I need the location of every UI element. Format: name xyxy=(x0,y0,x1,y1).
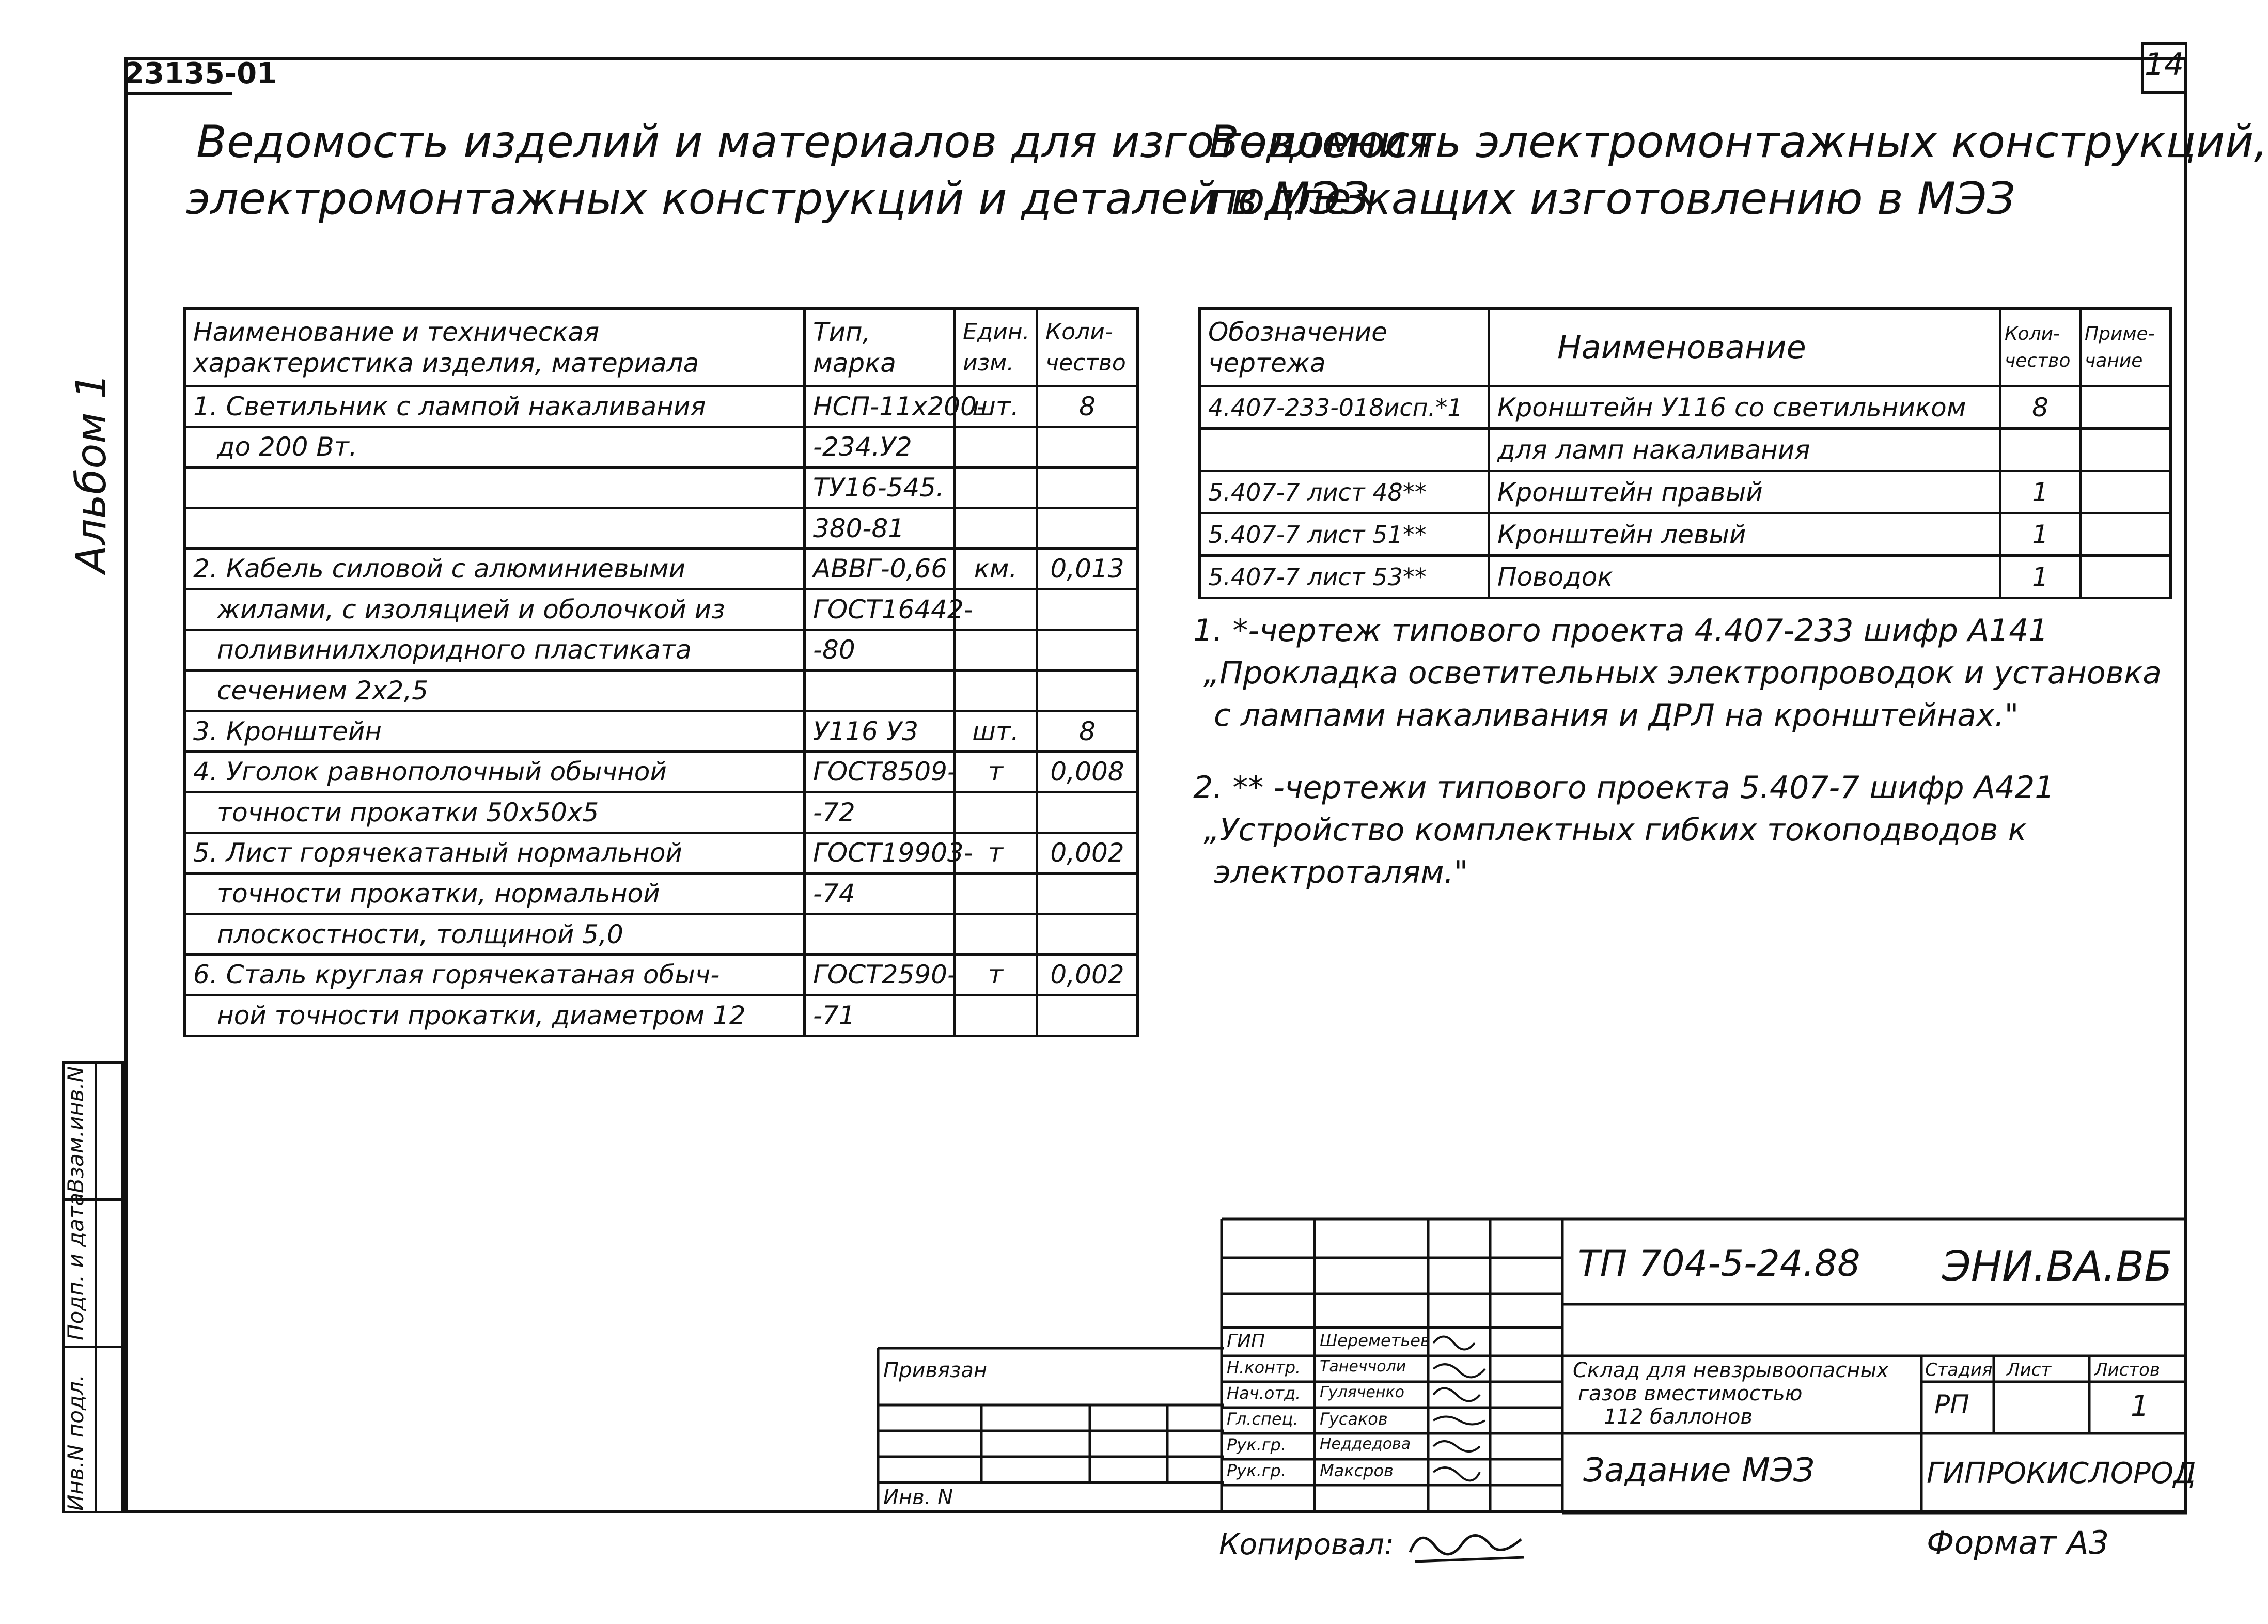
constructions-table-body xyxy=(1200,386,2171,598)
sheets-label: Листов xyxy=(2094,1360,2161,1380)
constructions-cell-note xyxy=(2081,429,2171,471)
title-block xyxy=(1222,1219,2196,1513)
materials-row xyxy=(185,914,1138,955)
materials-row xyxy=(185,752,1138,792)
role-label: Нач.отд. xyxy=(1227,1383,1301,1403)
materials-cell-name: сечением 2х2,5 xyxy=(185,670,805,711)
constructions-cell-note xyxy=(2081,386,2171,429)
doc-title: Задание МЭЗ xyxy=(1583,1451,1815,1490)
materials-cell-unit xyxy=(955,792,1037,833)
role-label: Гл.спец. xyxy=(1227,1409,1299,1429)
inv-label: Инв. N xyxy=(883,1486,953,1509)
header-note xyxy=(2081,309,2171,386)
header-name xyxy=(185,309,805,386)
materials-cell-qty xyxy=(1037,427,1138,467)
materials-cell-name: 4. Уголок равнополочный обычной xyxy=(185,752,805,792)
sheet-label: Лист xyxy=(2007,1360,2052,1380)
materials-cell-type: ГОСТ16442- xyxy=(805,589,955,630)
header-construction-qty-line1: Коли- xyxy=(2005,323,2060,345)
stamp-vzam-inv: Взам.инв.N xyxy=(63,1066,88,1193)
project-code: ТП 704-5-24.88 xyxy=(1578,1242,1860,1285)
constructions-cell-name: Поводок xyxy=(1489,556,2000,598)
header-type-line2: марка xyxy=(813,348,896,378)
header-qty xyxy=(1037,309,1138,386)
materials-table xyxy=(183,307,1139,1037)
constructions-row xyxy=(1200,556,2171,598)
object-name-line2: газов вместимостью xyxy=(1578,1382,1803,1406)
materials-cell-unit xyxy=(955,630,1037,670)
note-line: „Прокладка осветительных электропроводок и установка xyxy=(1203,655,2162,691)
right-title-line1: Ведомость электромонтажных конструкций, xyxy=(1209,116,2268,168)
materials-cell-qty xyxy=(1037,630,1138,670)
note-line: 1. *-чертеж типового проекта 4.407-233 шифр А141 xyxy=(1193,613,2048,649)
materials-cell-unit xyxy=(955,873,1037,914)
person-name: Неддедова xyxy=(1320,1435,1411,1453)
bound-block xyxy=(878,1348,1224,1513)
constructions-cell-name: Кронштейн У116 со светильником xyxy=(1489,386,2000,429)
materials-cell-type: -71 xyxy=(805,995,955,1036)
album-label: Альбом 1 xyxy=(67,373,115,573)
materials-row xyxy=(185,630,1138,670)
person-name: Гуляченко xyxy=(1320,1383,1404,1401)
constructions-cell-qty: 1 xyxy=(2000,513,2081,556)
materials-cell-unit xyxy=(955,467,1037,508)
header-type-line1: Тип, xyxy=(813,317,871,347)
materials-cell-type: -74 xyxy=(805,873,955,914)
note-line: электроталям." xyxy=(1214,854,1468,891)
role-label: ГИП xyxy=(1227,1331,1265,1352)
header-note-line2: чание xyxy=(2085,350,2143,371)
constructions-cell-note xyxy=(2081,556,2171,598)
constructions-table xyxy=(1198,307,2172,599)
materials-cell-type xyxy=(805,914,955,955)
header-construction-qty xyxy=(2000,309,2081,386)
materials-cell-qty xyxy=(1037,914,1138,955)
sheet-number: 14 xyxy=(2144,46,2184,83)
materials-row xyxy=(185,670,1138,711)
header-unit-line2: изм. xyxy=(963,349,1014,376)
stamp-inv-podl: Инв.N подл. xyxy=(63,1374,88,1511)
notes-block xyxy=(1193,610,2162,894)
materials-cell-type: АВВГ-0,66 xyxy=(805,549,955,589)
header-construction-name-text: Наименование xyxy=(1557,329,1806,366)
side-stamp-divider xyxy=(95,1064,97,1511)
materials-cell-name: 5. Лист горячекатаный нормальной xyxy=(185,833,805,873)
materials-cell-unit: т xyxy=(955,833,1037,873)
object-name-line1: Склад для невзрывоопасных xyxy=(1573,1358,1889,1382)
materials-row xyxy=(185,711,1138,752)
constructions-cell-designation xyxy=(1200,429,1489,471)
header-note-line1: Приме- xyxy=(2085,323,2155,345)
format-label: Формат А3 xyxy=(1927,1524,2109,1561)
materials-cell-type: У116 У3 xyxy=(805,711,955,752)
materials-cell-type: -72 xyxy=(805,792,955,833)
constructions-cell-name: для ламп накаливания xyxy=(1489,429,2000,471)
materials-row xyxy=(185,955,1138,995)
materials-cell-unit xyxy=(955,995,1037,1036)
constructions-cell-qty: 1 xyxy=(2000,471,2081,513)
materials-cell-name xyxy=(185,467,805,508)
materials-cell-unit: шт. xyxy=(955,711,1037,752)
person-name: Шереметьев xyxy=(1320,1331,1430,1350)
constructions-cell-designation: 5.407-7 лист 48** xyxy=(1200,471,1489,513)
constructions-cell-note xyxy=(2081,513,2171,556)
materials-cell-name: 3. Кронштейн xyxy=(185,711,805,752)
materials-cell-type xyxy=(805,670,955,711)
doc-code: 23135-01 xyxy=(124,57,277,90)
header-construction-name xyxy=(1489,309,2000,386)
materials-row xyxy=(185,833,1138,873)
materials-cell-unit xyxy=(955,427,1037,467)
stage-value: РП xyxy=(1934,1389,1969,1419)
left-title-line1: Ведомость изделий и материалов для изготовления xyxy=(196,116,1434,168)
constructions-cell-name: Кронштейн правый xyxy=(1489,471,2000,513)
person-name: Гусаков xyxy=(1320,1409,1388,1429)
materials-cell-name: 6. Сталь круглая горячекатаная обыч- xyxy=(185,955,805,995)
materials-row xyxy=(185,467,1138,508)
header-designation-line2: чертежа xyxy=(1208,348,1326,378)
sheet-code: ЭНИ.ВА.ВБ xyxy=(1942,1242,2173,1290)
doc-code-underline xyxy=(124,92,232,95)
copied-by-signature xyxy=(1405,1521,1539,1568)
object-name-line3: 112 баллонов xyxy=(1604,1405,1753,1429)
constructions-row xyxy=(1200,471,2171,513)
constructions-cell-qty: 1 xyxy=(2000,556,2081,598)
constructions-cell-name: Кронштейн левый xyxy=(1489,513,2000,556)
constructions-row xyxy=(1200,386,2171,429)
materials-cell-type: НСП-11х200- xyxy=(805,386,955,427)
materials-row xyxy=(185,589,1138,630)
organization: ГИПРОКИСЛОРОД xyxy=(1927,1457,2196,1490)
materials-cell-type: -234.У2 xyxy=(805,427,955,467)
materials-cell-qty xyxy=(1037,589,1138,630)
materials-table-body xyxy=(185,386,1138,1036)
header-qty-line2: чество xyxy=(1045,349,1126,376)
materials-cell-qty xyxy=(1037,467,1138,508)
header-designation-line1: Обозначение xyxy=(1208,317,1387,347)
materials-row xyxy=(185,427,1138,467)
materials-cell-name: 2. Кабель силовой с алюминиевыми xyxy=(185,549,805,589)
materials-row xyxy=(185,386,1138,427)
materials-cell-type: 380-81 xyxy=(805,508,955,549)
header-designation xyxy=(1200,309,1489,386)
header-name-line2: характеристика изделия, материала xyxy=(193,348,699,378)
materials-cell-qty xyxy=(1037,792,1138,833)
constructions-row xyxy=(1200,429,2171,471)
stage-label: Стадия xyxy=(1925,1360,1993,1380)
materials-cell-qty xyxy=(1037,995,1138,1036)
person-name: Танеччоли xyxy=(1320,1357,1406,1376)
header-construction-qty-line2: чество xyxy=(2005,350,2071,371)
constructions-cell-qty xyxy=(2000,429,2081,471)
materials-cell-qty: 0,002 xyxy=(1037,833,1138,873)
side-stamp-divider xyxy=(65,1346,121,1348)
header-unit xyxy=(955,309,1037,386)
materials-cell-type: ГОСТ8509- xyxy=(805,752,955,792)
note-line: 2. ** -чертежи типового проекта 5.407-7 шифр А421 xyxy=(1193,770,2055,806)
header-unit-line1: Един. xyxy=(963,318,1030,345)
constructions-table-header xyxy=(1200,309,2171,386)
materials-row xyxy=(185,549,1138,589)
materials-cell-type: ТУ16-545. xyxy=(805,467,955,508)
materials-cell-type: -80 xyxy=(805,630,955,670)
materials-cell-name: поливинилхлоридного пластиката xyxy=(185,630,805,670)
left-title-line2: электромонтажных конструкций и деталей в МЭЗ xyxy=(186,173,1369,225)
bound-label: Привязан xyxy=(883,1358,988,1382)
materials-cell-unit xyxy=(955,914,1037,955)
materials-cell-name: 1. Светильник с лампой накаливания xyxy=(185,386,805,427)
materials-row xyxy=(185,792,1138,833)
materials-table-header xyxy=(185,309,1138,386)
constructions-cell-qty: 8 xyxy=(2000,386,2081,429)
materials-row xyxy=(185,873,1138,914)
materials-cell-name: точности прокатки, нормальной xyxy=(185,873,805,914)
copied-by-label: Копировал: xyxy=(1219,1528,1394,1561)
materials-cell-unit: т xyxy=(955,752,1037,792)
header-qty-line1: Коли- xyxy=(1045,318,1113,345)
note-line: „Устройство комплектных гибких токоподводов к xyxy=(1203,812,2027,848)
sheets-value: 1 xyxy=(2131,1389,2149,1423)
materials-cell-qty: 0,013 xyxy=(1037,549,1138,589)
materials-cell-name: жилами, с изоляцией и оболочкой из xyxy=(185,589,805,630)
note-line: с лампами накаливания и ДРЛ на кронштейнах." xyxy=(1214,697,2019,733)
materials-cell-name: до 200 Вт. xyxy=(185,427,805,467)
materials-cell-qty: 0,008 xyxy=(1037,752,1138,792)
materials-row xyxy=(185,508,1138,549)
materials-cell-name xyxy=(185,508,805,549)
materials-row xyxy=(185,995,1138,1036)
role-label: Н.контр. xyxy=(1227,1357,1301,1377)
materials-cell-unit: шт. xyxy=(955,386,1037,427)
constructions-cell-designation: 5.407-7 лист 53** xyxy=(1200,556,1489,598)
materials-cell-qty xyxy=(1037,670,1138,711)
header-type xyxy=(805,309,955,386)
materials-cell-unit xyxy=(955,670,1037,711)
materials-cell-name: плоскостности, толщиной 5,0 xyxy=(185,914,805,955)
constructions-row xyxy=(1200,513,2171,556)
materials-cell-qty: 8 xyxy=(1037,711,1138,752)
materials-cell-qty: 8 xyxy=(1037,386,1138,427)
header-name-line1: Наименование и техническая xyxy=(193,317,600,347)
materials-cell-qty xyxy=(1037,508,1138,549)
materials-cell-type: ГОСТ2590- xyxy=(805,955,955,995)
constructions-cell-designation: 4.407-233-018исп.*1 xyxy=(1200,386,1489,429)
materials-cell-unit: км. xyxy=(955,549,1037,589)
materials-cell-qty xyxy=(1037,873,1138,914)
role-label: Рук.гр. xyxy=(1227,1461,1287,1480)
materials-cell-type: ГОСТ19903- xyxy=(805,833,955,873)
stamp-sign-date: Подп. и дата xyxy=(63,1192,88,1340)
signatures xyxy=(1428,1328,1490,1482)
constructions-cell-note xyxy=(2081,471,2171,513)
materials-cell-qty: 0,002 xyxy=(1037,955,1138,995)
right-title-line2: подлежащих изготовлению в МЭЗ xyxy=(1209,173,2015,225)
materials-cell-name: точности прокатки 50х50х5 xyxy=(185,792,805,833)
materials-cell-name: ной точности прокатки, диаметром 12 xyxy=(185,995,805,1036)
constructions-cell-designation: 5.407-7 лист 51** xyxy=(1200,513,1489,556)
materials-cell-unit: т xyxy=(955,955,1037,995)
person-name: Максров xyxy=(1320,1461,1394,1480)
materials-cell-unit xyxy=(955,508,1037,549)
role-label: Рук.гр. xyxy=(1227,1435,1287,1455)
